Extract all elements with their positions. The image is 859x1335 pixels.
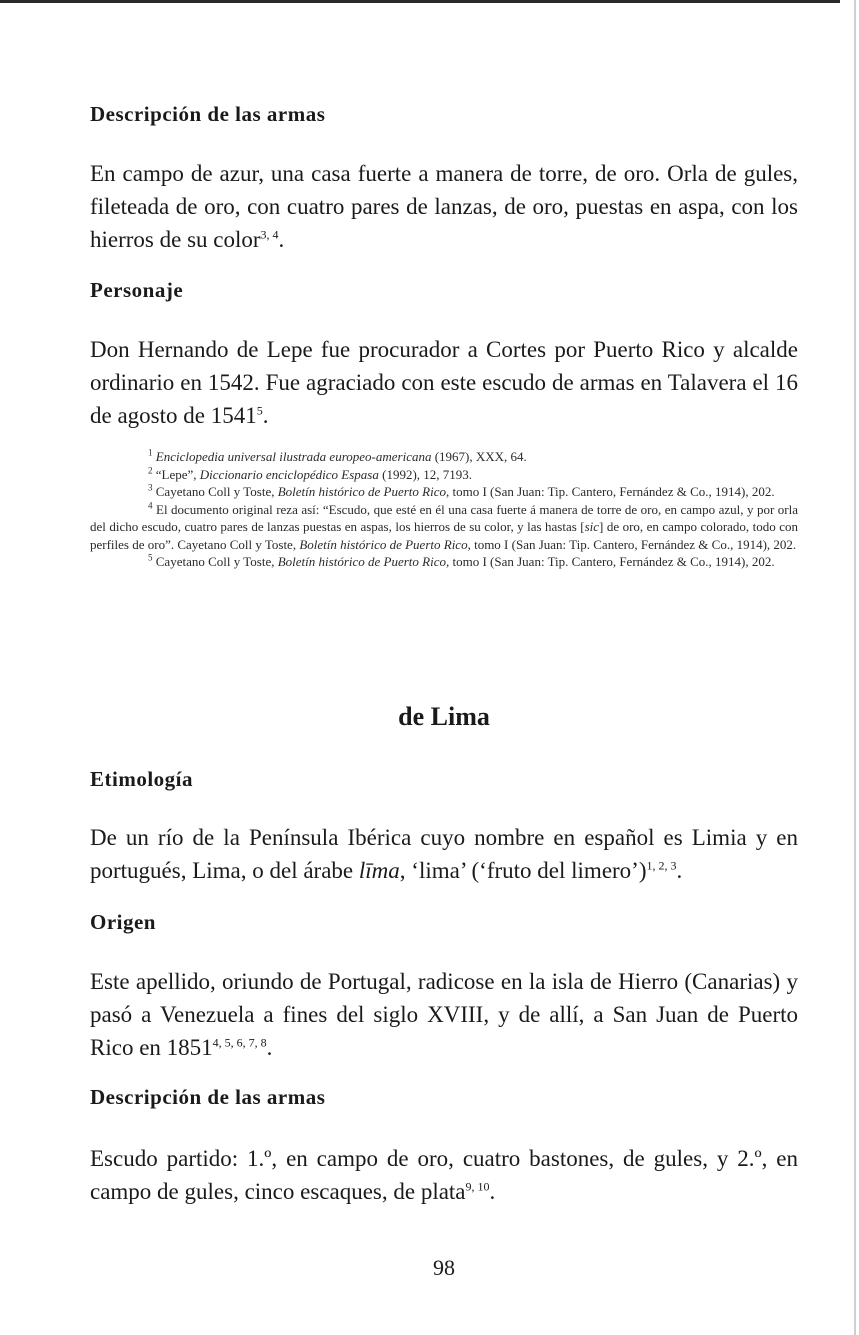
footnote-ref: 9, 10 [465, 1179, 490, 1194]
paragraph-text: Este apellido, oriundo de Portugal, radicose en la isla de Hierro (Canarias) y pasó a Venezuela a fines del siglo XVIII, y de allí, a San Juan de Puerto Rico en 1851 [90, 969, 798, 1060]
heading-descripcion-armas: Descripción de las armas [90, 102, 326, 126]
footnote-title: Enciclopedia universal ilustrada europeo-americana [155, 449, 432, 464]
footnote-number: 3 [148, 482, 153, 493]
section-title-de-lima: de Lima [398, 702, 490, 731]
paragraph-end: . [278, 227, 285, 252]
paragraph-origen [90, 965, 798, 1064]
page-number: 98 [433, 1255, 455, 1280]
footnote-2 [90, 466, 798, 484]
footnote-4 [90, 501, 798, 554]
heading-etimologia: Etimología [90, 767, 193, 791]
footnote-text: , tomo I (San Juan: Tip. Cantero, Fernández & Co., 1914), 202. [467, 536, 797, 552]
paragraph-text: Escudo partido: 1.º, en campo de oro, cuatro bastones, de gules, y 2.º, en campo de gules, cinco escaques, de plata [90, 1146, 798, 1204]
footnote-ref: 5 [256, 403, 263, 418]
footnote-text: (1992), 12, 7193. [378, 466, 473, 482]
footnote-number: 4 [148, 500, 153, 511]
paragraph-personaje [90, 333, 798, 432]
footnotes [90, 448, 798, 571]
footnote-text: (1967), XXX, 64. [431, 449, 527, 464]
paragraph-armas-lima [90, 1142, 798, 1208]
footnote-title: Boletín histórico de Puerto Rico [299, 536, 468, 552]
footnote-text: Cayetano Coll y Toste, [155, 554, 278, 569]
footnote-ref: 4, 5, 6, 7, 8 [212, 1035, 267, 1050]
paragraph-text: En campo de azur, una casa fuerte a manera de torre, de oro. Orla de gules, fileteada de oro, con cuatro pares de lanzas, de oro, puestas en aspa, con los hierros de su color [90, 161, 798, 252]
footnote-1 [90, 448, 798, 466]
footnote-text: , tomo I (San Juan: Tip. Cantero, Fernández & Co., 1914), 202. [445, 554, 775, 569]
paragraph-text: , ‘lima’ (‘fruto del limero’) [399, 858, 647, 883]
footnote-text: “Lepe”, [155, 466, 200, 482]
footnote-text: Cayetano Coll y Toste, [155, 484, 278, 499]
footnote-title: Boletín histórico de Puerto Rico [277, 484, 446, 499]
paragraph-etimologia [90, 821, 798, 887]
paragraph-end: . [266, 1035, 273, 1060]
heading-origen: Origen [90, 910, 156, 934]
footnote-sic: sic [584, 519, 600, 534]
footnote-number: 2 [148, 465, 153, 476]
footnote-title: Boletín histórico de Puerto Rico [277, 554, 446, 569]
footnote-number: 5 [148, 552, 153, 563]
top-rule [0, 0, 840, 3]
footnote-text: El documento original reza así: “Escudo, que esté en él una casa fuerte á manera de torre de oro, en campo azul, y por orla del dicho escudo, cuatro pares de lanzas puestas en aspas, los hierros de su color, y las hastas [ [90, 501, 799, 534]
footnote-text: , tomo I (San Juan: Tip. Cantero, Fernández & Co., 1914), 202. [445, 484, 775, 499]
paragraph-armas-lepe [90, 157, 798, 256]
footnote-number: 1 [148, 447, 153, 458]
paragraph-italic: līma [358, 858, 400, 883]
paragraph-end: . [262, 403, 269, 428]
heading-descripcion-armas-lima: Descripción de las armas [90, 1085, 326, 1109]
page-edge [854, 0, 856, 1335]
footnote-5 [90, 553, 798, 571]
heading-personaje: Personaje [90, 278, 184, 302]
paragraph-end: . [489, 1179, 496, 1204]
footnote-text: ] de oro, en campo colorado, todo con perfiles de oro”. Cayetano Coll y Toste, [90, 519, 798, 552]
paragraph-end: . [676, 858, 683, 883]
paragraph-text: De un río de la Península Ibérica cuyo nombre en español es Limia y en portugués, Lima, o del árabe [90, 825, 798, 883]
footnote-3 [90, 483, 798, 501]
footnote-title: Diccionario enciclopédico Espasa [199, 466, 379, 482]
footnote-ref: 3, 4 [260, 227, 279, 242]
footnote-ref: 1, 2, 3 [646, 858, 677, 873]
paragraph-text: Don Hernando de Lepe fue procurador a Cortes por Puerto Rico y alcalde ordinario en 1542. Fue agraciado con este escudo de armas en Talavera el 16 de agosto de 1541 [90, 337, 798, 428]
